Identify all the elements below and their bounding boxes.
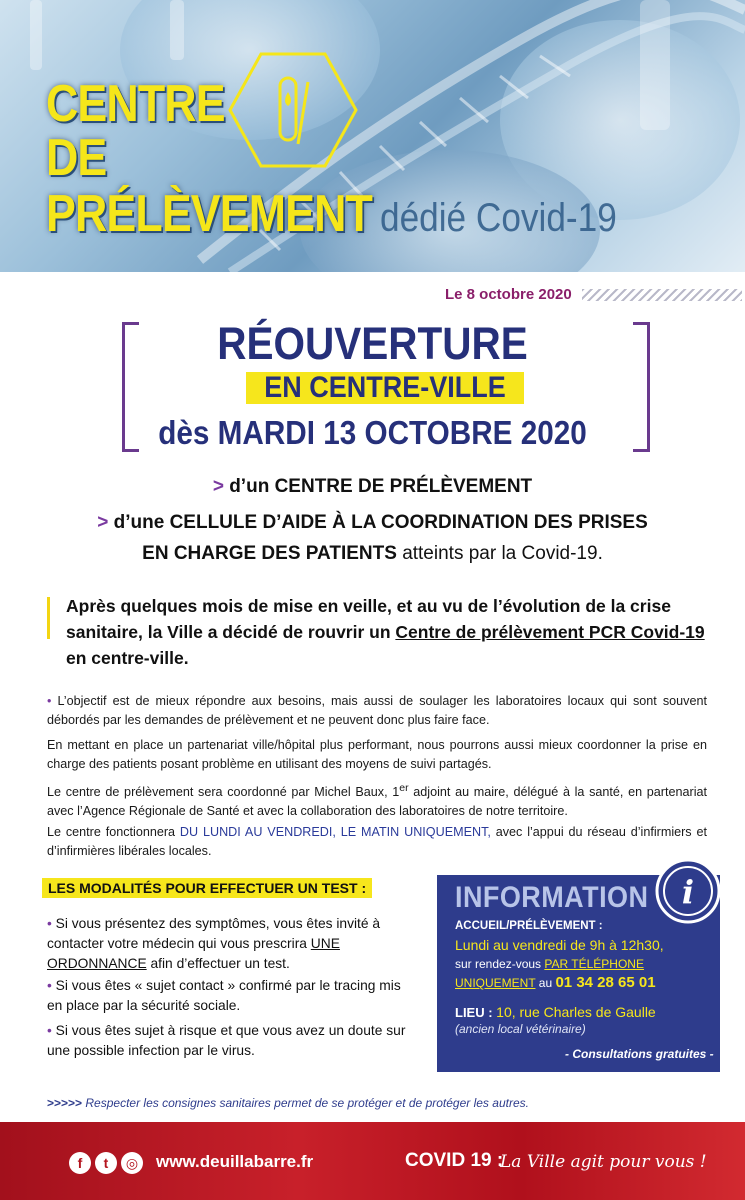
info-appointment	[455, 957, 644, 971]
test-tube-hexagon-icon	[228, 52, 358, 168]
footnote-arrows: >>>>>	[47, 1096, 83, 1110]
date-hatch-decoration	[582, 289, 742, 301]
bullet-dot: •	[47, 1023, 52, 1038]
intro-paragraph	[66, 593, 706, 671]
bullet-arrow: >	[97, 512, 109, 533]
intro-highlight-centre: Centre de prélèvement PCR Covid-19	[395, 622, 705, 642]
modality-contact-text: Si vous êtes « sujet contact » confirmé par le tracing mis en place par la sécurité sociale.	[47, 978, 401, 1013]
publication-date: Le 8 octobre 2020	[445, 286, 572, 303]
info-appointment-text: sur rendez-vous	[455, 957, 545, 971]
superscript-er: er	[399, 782, 409, 794]
info-location-label: LIEU :	[455, 1005, 497, 1020]
instagram-icon[interactable]: ◎	[121, 1152, 143, 1174]
info-location	[455, 1004, 656, 1020]
headline-reopening: RÉOUVERTURE	[217, 318, 528, 369]
hero-title-line2: DE	[46, 129, 107, 187]
intro-text-part2: en centre-ville.	[66, 648, 189, 668]
footer-slogan: La Ville agit pour vous !	[500, 1152, 707, 1172]
modality-risk-text: Si vous êtes sujet à risque et que vous avez un doute sur une possible infection par le virus.	[47, 1023, 406, 1058]
info-only: UNIQUEMENT	[455, 976, 536, 990]
bullet-dot: •	[47, 694, 52, 708]
bullet-dot: •	[47, 916, 52, 931]
info-icon	[654, 857, 722, 925]
facebook-icon[interactable]: f	[69, 1152, 91, 1174]
bullet-centre-text: d’un CENTRE DE PRÉLÈVEMENT	[229, 476, 533, 497]
hero-banner	[0, 0, 745, 272]
paragraph-schedule	[47, 823, 707, 861]
headline-highlight	[246, 372, 524, 404]
bullet-cellule-text2: EN CHARGE DES PATIENTS	[142, 543, 397, 564]
headline-date: dès MARDI 13 OCTOBRE 2020	[158, 414, 587, 451]
info-title: INFORMATION	[455, 881, 649, 914]
modality-prescription: UNE ORDONNANCE	[47, 936, 340, 971]
info-by-phone: PAR TÉLÉPHONE	[544, 957, 644, 971]
bullet-centre	[0, 476, 745, 498]
paragraph-coordination	[47, 779, 707, 821]
modality-symptoms-text2: afin d’effectuer un test.	[146, 956, 290, 971]
info-icon-letter: i	[681, 873, 695, 911]
info-address-note: (ancien local vétérinaire)	[455, 1022, 586, 1036]
modality-item-contact	[47, 976, 417, 1016]
bullet-dot: •	[47, 978, 52, 993]
paragraph-partnership: En mettant en place un partenariat ville/hôpital plus performant, nous pourrons aussi mieux coordonner la prise en charge des patients posant problème en utilisant des moyens de suivi partagés.	[47, 738, 707, 771]
footer-covid-label: COVID 19 :	[405, 1150, 504, 1171]
modalities-title: LES MODALITÉS POUR EFFECTUER UN TEST :	[42, 878, 372, 898]
modality-symptoms-text1: Si vous présentez des symptômes, vous êtes invité à contacter votre médecin qui vous prescrira	[47, 916, 381, 951]
modality-item-risk	[47, 1021, 417, 1061]
info-phone-line	[455, 974, 656, 991]
footnote-text: Respecter les consignes sanitaires permet de se protéger et de protéger les autres.	[82, 1096, 529, 1110]
twitter-icon[interactable]: t	[95, 1152, 117, 1174]
paragraph-objective	[47, 692, 707, 730]
paragraph-schedule-text1: Le centre fonctionnera	[47, 825, 180, 839]
bullet-arrow: >	[212, 476, 224, 497]
website-link[interactable]: www.deuillabarre.fr	[156, 1152, 314, 1171]
hero-title-line1: CENTRE	[46, 75, 225, 133]
modality-item-symptoms	[47, 914, 417, 974]
intro-accent-bar	[47, 597, 50, 639]
paragraph-objective-text: L’objectif est de mieux répondre aux besoins, mais aussi de soulager les laboratoires locaux qui sont souvent débordés par les demandes de prélèvement et ne peuvent donc plus faire face.	[47, 694, 707, 727]
info-at: au	[535, 976, 556, 990]
info-phone-number[interactable]: 01 34 28 65 01	[555, 974, 656, 991]
bullet-cellule-text: d’une CELLULE D’AIDE À LA COORDINATION DES PRISES	[113, 512, 648, 533]
hero-title-line3: PRÉLÈVEMENT	[46, 185, 372, 243]
paragraph-schedule-highlight: DU LUNDI AU VENDREDI, LE MATIN UNIQUEMENT,	[179, 825, 491, 839]
bullet-cellule	[0, 512, 745, 534]
info-free-consultations: - Consultations gratuites -	[565, 1047, 714, 1061]
bullet-cellule-text3: atteints par la Covid-19.	[402, 543, 603, 564]
footnote	[47, 1096, 529, 1110]
info-address: 10, rue Charles de Gaulle	[496, 1004, 656, 1020]
intro-text-part1: Après quelques mois de mise en veille, et au vu de l’évolution de la crise sanitaire, la Ville a décidé de rouvrir un	[66, 596, 671, 642]
bullet-cellule-line2	[0, 543, 745, 565]
info-reception-label: ACCUEIL/PRÉLÈVEMENT :	[455, 920, 603, 932]
headline-centre-ville: EN CENTRE-VILLE	[264, 371, 506, 404]
paragraph-coordination-text1: Le centre de prélèvement sera coordonné par Michel Baux, 1	[47, 785, 400, 800]
info-hours: Lundi au vendredi de 9h à 12h30,	[455, 937, 664, 953]
paragraph-coordination-text2: adjoint au maire, délégué à la santé, en partenariat avec l’Agence Régionale de Santé et avec la collaboration des laboratoires de notre territoire.	[47, 785, 707, 819]
paragraph-schedule-text2: avec l’appui du réseau d’infirmiers et d’infirmières libérales locales.	[47, 825, 707, 858]
hero-subtitle: dédié Covid-19	[380, 196, 617, 240]
